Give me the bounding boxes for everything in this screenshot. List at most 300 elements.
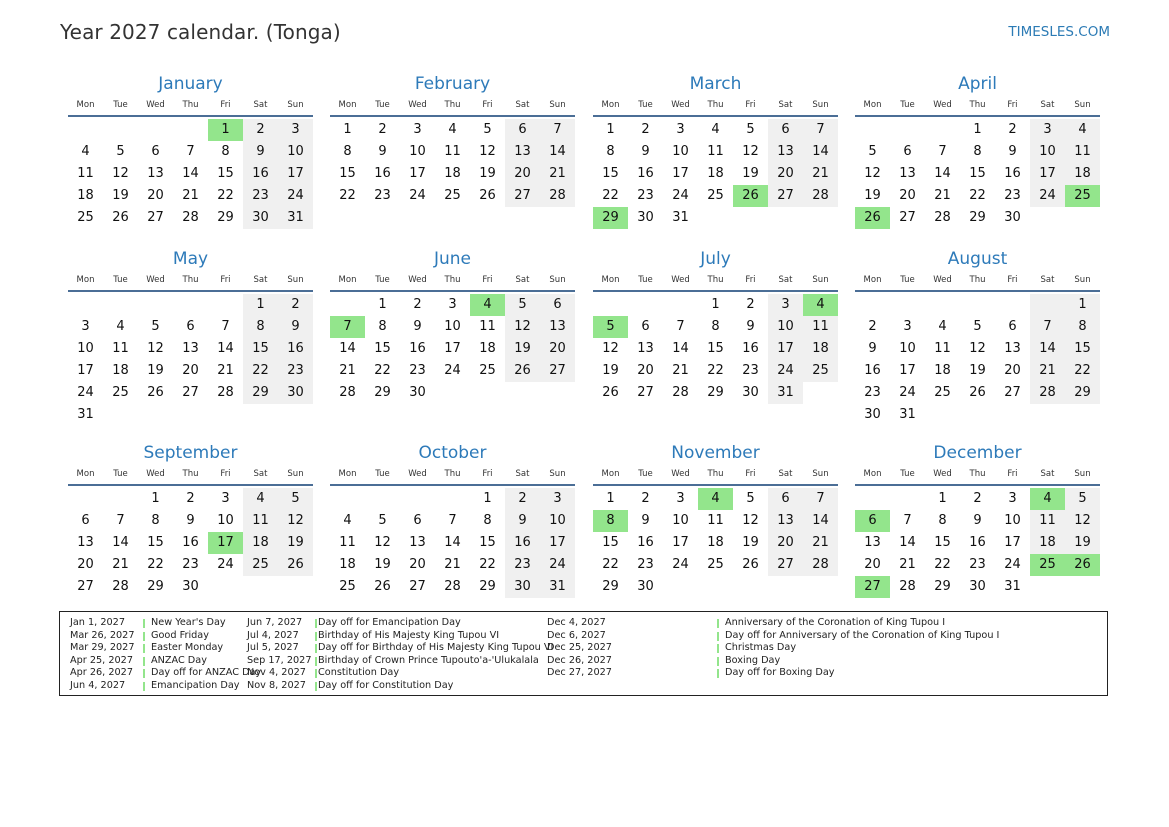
day-cell: 23 <box>864 385 881 400</box>
holiday-name: Day off for Emancipation Day <box>318 617 461 628</box>
day-cell: 30 <box>969 579 986 594</box>
day-cell: 2 <box>1008 122 1017 137</box>
day-cell: 30 <box>1004 210 1021 225</box>
holiday-name: Day off for Boxing Day <box>725 667 835 679</box>
day-cell: 7 <box>221 319 230 334</box>
day-cell: 3 <box>81 319 90 334</box>
day-cell: 8 <box>1065 316 1100 338</box>
day-cell: 23 <box>409 363 426 378</box>
empty-cell <box>330 294 365 316</box>
day-cell: 27 <box>505 185 540 207</box>
weekday-label: Tue <box>375 469 390 479</box>
day-cell: 10 <box>444 319 461 334</box>
weekday-label: Wed <box>933 100 952 110</box>
day-cell: 29 <box>602 579 619 594</box>
day-cell: 22 <box>243 360 278 382</box>
day-grid <box>68 488 313 598</box>
holiday-day-cell: 4 <box>698 488 733 510</box>
month-april <box>855 73 1100 229</box>
day-cell: 30 <box>505 576 540 598</box>
empty-cell <box>138 119 173 141</box>
day-cell: 12 <box>147 341 164 356</box>
weekday-label: Fri <box>745 100 756 110</box>
holiday-marker <box>717 669 719 678</box>
weekday-label: Fri <box>745 469 756 479</box>
day-cell: 22 <box>707 363 724 378</box>
day-cell: 2 <box>186 491 195 506</box>
holiday-day-cell: 6 <box>855 510 890 532</box>
day-cell: 31 <box>77 407 94 422</box>
day-cell: 19 <box>112 188 129 203</box>
weekday-label: Tue <box>113 275 128 285</box>
month-march <box>593 73 838 229</box>
day-cell: 23 <box>505 554 540 576</box>
day-cell: 18 <box>243 532 278 554</box>
day-cell: 6 <box>505 119 540 141</box>
day-cell: 25 <box>243 554 278 576</box>
holiday-date: Nov 4, 2027 <box>247 667 306 679</box>
day-cell: 31 <box>899 407 916 422</box>
day-cell: 1 <box>938 491 947 506</box>
day-cell: 15 <box>707 341 724 356</box>
holiday-name: Day off for Constitution Day <box>318 679 454 691</box>
weekday-label: Mon <box>338 469 357 479</box>
day-grid <box>68 119 313 229</box>
day-cell: 10 <box>1030 141 1065 163</box>
month-divider <box>68 484 313 486</box>
day-cell: 8 <box>938 513 947 528</box>
day-cell: 24 <box>672 557 689 572</box>
day-cell: 2 <box>746 297 755 312</box>
day-cell: 26 <box>112 210 129 225</box>
day-cell: 5 <box>746 491 755 506</box>
day-cell: 30 <box>409 385 426 400</box>
day-cell: 18 <box>444 166 461 181</box>
day-cell: 18 <box>339 557 356 572</box>
weekday-label: Sat <box>253 275 268 285</box>
holiday-date: Jun 4, 2027 <box>70 679 126 691</box>
day-cell: 2 <box>378 122 387 137</box>
holiday-day-cell: 26 <box>733 185 768 207</box>
site-link[interactable]: TIMESLES.COM <box>1008 24 1110 40</box>
day-cell: 18 <box>1030 532 1065 554</box>
weekday-label: Thu <box>969 275 986 285</box>
day-cell: 1 <box>343 122 352 137</box>
month-december <box>855 442 1100 598</box>
holiday-marker <box>143 657 145 666</box>
day-cell: 21 <box>1030 360 1065 382</box>
day-cell: 11 <box>339 535 356 550</box>
month-divider <box>330 115 575 117</box>
weekday-label: Fri <box>1007 275 1018 285</box>
holiday-day-cell: 27 <box>855 576 890 598</box>
day-cell: 28 <box>934 210 951 225</box>
day-cell: 28 <box>112 579 129 594</box>
holiday-day-cell: 26 <box>855 207 890 229</box>
weekday-header <box>330 98 575 112</box>
day-cell: 9 <box>278 316 313 338</box>
day-cell: 13 <box>1004 341 1021 356</box>
day-cell: 16 <box>182 535 199 550</box>
weekday-label: Thu <box>444 275 461 285</box>
day-cell: 14 <box>803 141 838 163</box>
day-cell: 1 <box>973 122 982 137</box>
holiday-marker <box>315 657 317 666</box>
day-cell: 4 <box>938 319 947 334</box>
empty-cell <box>925 294 960 316</box>
day-cell: 15 <box>934 535 951 550</box>
day-cell: 12 <box>864 166 881 181</box>
holiday-date: Dec 26, 2027 <box>547 654 612 666</box>
day-cell: 27 <box>540 360 575 382</box>
day-cell: 14 <box>803 510 838 532</box>
day-grid <box>855 294 1100 426</box>
empty-cell <box>855 119 890 141</box>
holiday-name: Boxing Day <box>725 654 781 666</box>
day-cell: 19 <box>479 166 496 181</box>
day-cell: 21 <box>803 163 838 185</box>
weekday-label: Wed <box>146 275 165 285</box>
holiday-name: Birthday of Crown Prince Tupouto'a-'Ulukalala <box>318 654 539 666</box>
day-cell: 5 <box>1065 488 1100 510</box>
day-cell: 24 <box>1030 185 1065 207</box>
day-cell: 19 <box>602 363 619 378</box>
holiday-date: Jan 1, 2027 <box>70 617 125 628</box>
weekday-label: Thu <box>444 469 461 479</box>
day-cell: 1 <box>483 491 492 506</box>
holiday-day-cell: 1 <box>208 119 243 141</box>
day-cell: 5 <box>278 488 313 510</box>
day-cell: 13 <box>77 535 94 550</box>
day-cell: 17 <box>1004 535 1021 550</box>
day-cell: 10 <box>77 341 94 356</box>
empty-cell <box>208 294 243 316</box>
weekday-label: Thu <box>182 275 199 285</box>
day-cell: 28 <box>339 385 356 400</box>
holiday-legend <box>59 611 1108 696</box>
month-title: October <box>418 443 487 463</box>
day-cell: 22 <box>1065 360 1100 382</box>
holiday-marker <box>315 619 317 628</box>
day-cell: 10 <box>1004 513 1021 528</box>
day-cell: 14 <box>112 535 129 550</box>
month-title: June <box>433 249 472 269</box>
month-july <box>593 248 838 404</box>
weekday-label: Thu <box>182 469 199 479</box>
day-cell: 14 <box>182 166 199 181</box>
day-cell: 13 <box>147 166 164 181</box>
day-cell: 14 <box>444 535 461 550</box>
day-cell: 12 <box>742 144 759 159</box>
month-divider <box>330 484 575 486</box>
holiday-marker <box>717 632 719 641</box>
day-cell: 7 <box>903 513 912 528</box>
weekday-label: Wed <box>408 275 427 285</box>
day-cell: 25 <box>112 385 129 400</box>
day-cell: 9 <box>186 513 195 528</box>
day-cell: 25 <box>934 385 951 400</box>
day-cell: 13 <box>540 316 575 338</box>
empty-cell <box>103 119 138 141</box>
weekday-label: Wed <box>408 100 427 110</box>
weekday-header <box>68 98 313 112</box>
weekday-label: Fri <box>1007 100 1018 110</box>
day-cell: 5 <box>746 122 755 137</box>
holiday-date: Jul 4, 2027 <box>247 629 299 641</box>
day-cell: 17 <box>672 166 689 181</box>
day-cell: 25 <box>479 363 496 378</box>
month-november <box>593 442 838 598</box>
month-divider <box>593 115 838 117</box>
day-cell: 28 <box>672 385 689 400</box>
month-divider <box>68 290 313 292</box>
day-cell: 13 <box>505 141 540 163</box>
day-cell: 31 <box>278 207 313 229</box>
day-cell: 8 <box>711 319 720 334</box>
day-cell: 26 <box>505 360 540 382</box>
weekday-label: Wed <box>671 100 690 110</box>
weekday-label: Sun <box>1074 275 1091 285</box>
day-cell: 16 <box>505 532 540 554</box>
day-cell: 11 <box>77 166 94 181</box>
holiday-marker <box>143 669 145 678</box>
day-cell: 3 <box>278 119 313 141</box>
day-cell: 20 <box>505 163 540 185</box>
month-june <box>330 248 575 404</box>
day-cell: 11 <box>707 513 724 528</box>
day-cell: 20 <box>409 557 426 572</box>
weekday-label: Wed <box>671 469 690 479</box>
day-cell: 22 <box>602 188 619 203</box>
month-october <box>330 442 575 598</box>
holiday-day-cell: 4 <box>803 294 838 316</box>
day-cell: 18 <box>707 535 724 550</box>
day-cell: 14 <box>217 341 234 356</box>
day-cell: 8 <box>151 513 160 528</box>
day-cell: 3 <box>903 319 912 334</box>
month-title: March <box>689 74 742 94</box>
day-cell: 21 <box>934 188 951 203</box>
day-cell: 2 <box>868 319 877 334</box>
weekday-label: Tue <box>900 469 915 479</box>
empty-cell <box>925 119 960 141</box>
day-cell: 19 <box>864 188 881 203</box>
day-cell: 16 <box>969 535 986 550</box>
day-cell: 8 <box>221 144 230 159</box>
day-cell: 6 <box>641 319 650 334</box>
weekday-label: Mon <box>76 469 95 479</box>
day-cell: 5 <box>483 122 492 137</box>
day-cell: 4 <box>81 144 90 159</box>
day-cell: 4 <box>343 513 352 528</box>
day-cell: 1 <box>606 122 615 137</box>
holiday-day-cell: 29 <box>593 207 628 229</box>
day-cell: 8 <box>243 316 278 338</box>
weekday-label: Tue <box>375 275 390 285</box>
day-cell: 19 <box>742 535 759 550</box>
day-cell: 14 <box>672 341 689 356</box>
weekday-label: Sun <box>287 469 304 479</box>
day-cell: 10 <box>409 144 426 159</box>
day-cell: 2 <box>505 488 540 510</box>
day-cell: 16 <box>409 341 426 356</box>
day-cell: 11 <box>1065 141 1100 163</box>
day-cell: 10 <box>899 341 916 356</box>
day-cell: 28 <box>803 185 838 207</box>
day-cell: 21 <box>803 532 838 554</box>
day-cell: 30 <box>278 382 313 404</box>
day-cell: 9 <box>641 513 650 528</box>
day-cell: 19 <box>278 532 313 554</box>
day-cell: 20 <box>1004 363 1021 378</box>
day-cell: 27 <box>77 579 94 594</box>
empty-cell <box>855 488 890 510</box>
holiday-day-cell: 4 <box>470 294 505 316</box>
weekday-header <box>855 98 1100 112</box>
day-cell: 22 <box>147 557 164 572</box>
day-cell: 25 <box>707 557 724 572</box>
holiday-name: Birthday of His Majesty King Tupou VI <box>318 629 500 641</box>
holiday-day-cell: 26 <box>1065 554 1100 576</box>
day-cell: 13 <box>182 341 199 356</box>
holiday-name: ANZAC Day <box>151 654 207 666</box>
day-cell: 22 <box>934 557 951 572</box>
month-divider <box>330 290 575 292</box>
month-title: July <box>700 249 731 269</box>
weekday-label: Tue <box>113 469 128 479</box>
day-cell: 3 <box>676 491 685 506</box>
empty-cell <box>68 119 103 141</box>
day-cell: 27 <box>768 554 803 576</box>
day-cell: 15 <box>1065 338 1100 360</box>
day-cell: 9 <box>505 510 540 532</box>
weekday-label: Sun <box>812 469 829 479</box>
day-grid <box>593 488 838 598</box>
day-cell: 4 <box>116 319 125 334</box>
holiday-marker <box>315 669 317 678</box>
day-cell: 5 <box>505 294 540 316</box>
day-cell: 17 <box>444 341 461 356</box>
day-cell: 14 <box>339 341 356 356</box>
weekday-header <box>68 467 313 481</box>
day-cell: 23 <box>1004 188 1021 203</box>
day-cell: 22 <box>217 188 234 203</box>
month-title: November <box>671 443 760 463</box>
holiday-date: Dec 6, 2027 <box>547 629 606 641</box>
month-title: December <box>933 443 1022 463</box>
empty-cell <box>890 294 925 316</box>
month-title: February <box>414 74 491 94</box>
day-cell: 6 <box>81 513 90 528</box>
weekday-label: Fri <box>220 100 231 110</box>
holiday-marker <box>143 619 145 628</box>
day-cell: 14 <box>1030 338 1065 360</box>
day-cell: 28 <box>182 210 199 225</box>
month-divider <box>855 290 1100 292</box>
holiday-name: New Year's Day <box>151 617 226 628</box>
day-cell: 10 <box>278 141 313 163</box>
day-cell: 16 <box>278 338 313 360</box>
day-cell: 11 <box>444 144 461 159</box>
weekday-label: Sat <box>778 100 793 110</box>
day-cell: 15 <box>147 535 164 550</box>
day-cell: 5 <box>116 144 125 159</box>
day-grid <box>593 294 838 404</box>
day-cell: 18 <box>934 363 951 378</box>
holiday-date: Dec 25, 2027 <box>547 642 612 654</box>
day-cell: 17 <box>899 363 916 378</box>
day-cell: 15 <box>217 166 234 181</box>
day-cell: 1 <box>1065 294 1100 316</box>
day-cell: 19 <box>505 338 540 360</box>
day-cell: 3 <box>768 294 803 316</box>
day-cell: 10 <box>540 510 575 532</box>
day-cell: 15 <box>602 535 619 550</box>
weekday-label: Mon <box>863 469 882 479</box>
day-cell: 7 <box>448 513 457 528</box>
weekday-label: Sun <box>1074 100 1091 110</box>
weekday-label: Sun <box>812 100 829 110</box>
day-cell: 8 <box>973 144 982 159</box>
day-cell: 21 <box>339 363 356 378</box>
day-cell: 11 <box>112 341 129 356</box>
day-cell: 23 <box>637 557 654 572</box>
weekday-label: Sat <box>1040 100 1055 110</box>
day-cell: 22 <box>339 188 356 203</box>
weekday-label: Fri <box>482 275 493 285</box>
month-divider <box>855 115 1100 117</box>
day-cell: 25 <box>444 188 461 203</box>
day-grid <box>330 488 575 598</box>
day-cell: 20 <box>768 163 803 185</box>
weekday-label: Wed <box>408 469 427 479</box>
weekday-label: Sun <box>287 275 304 285</box>
empty-cell <box>103 488 138 510</box>
day-cell: 29 <box>147 579 164 594</box>
day-cell: 13 <box>637 341 654 356</box>
day-cell: 4 <box>711 122 720 137</box>
day-cell: 23 <box>637 188 654 203</box>
day-cell: 29 <box>243 382 278 404</box>
weekday-label: Sun <box>549 100 566 110</box>
day-cell: 28 <box>540 185 575 207</box>
day-cell: 10 <box>672 513 689 528</box>
day-cell: 9 <box>378 144 387 159</box>
day-cell: 27 <box>182 385 199 400</box>
holiday-date: Apr 25, 2027 <box>70 654 133 666</box>
weekday-label: Thu <box>444 100 461 110</box>
day-cell: 25 <box>803 360 838 382</box>
day-cell: 8 <box>343 144 352 159</box>
month-title: January <box>158 74 223 94</box>
holiday-date: Mar 26, 2027 <box>70 629 135 641</box>
weekday-label: Tue <box>900 275 915 285</box>
day-cell: 13 <box>768 510 803 532</box>
weekday-label: Wed <box>933 275 952 285</box>
day-cell: 25 <box>707 188 724 203</box>
day-grid <box>593 119 838 229</box>
holiday-name: Day off for ANZAC Day <box>151 667 262 679</box>
day-cell: 28 <box>803 554 838 576</box>
day-cell: 29 <box>217 210 234 225</box>
day-cell: 3 <box>413 122 422 137</box>
weekday-header <box>855 467 1100 481</box>
day-cell: 11 <box>707 144 724 159</box>
day-grid <box>68 294 313 426</box>
day-cell: 11 <box>479 319 496 334</box>
weekday-header <box>593 98 838 112</box>
empty-cell <box>138 294 173 316</box>
